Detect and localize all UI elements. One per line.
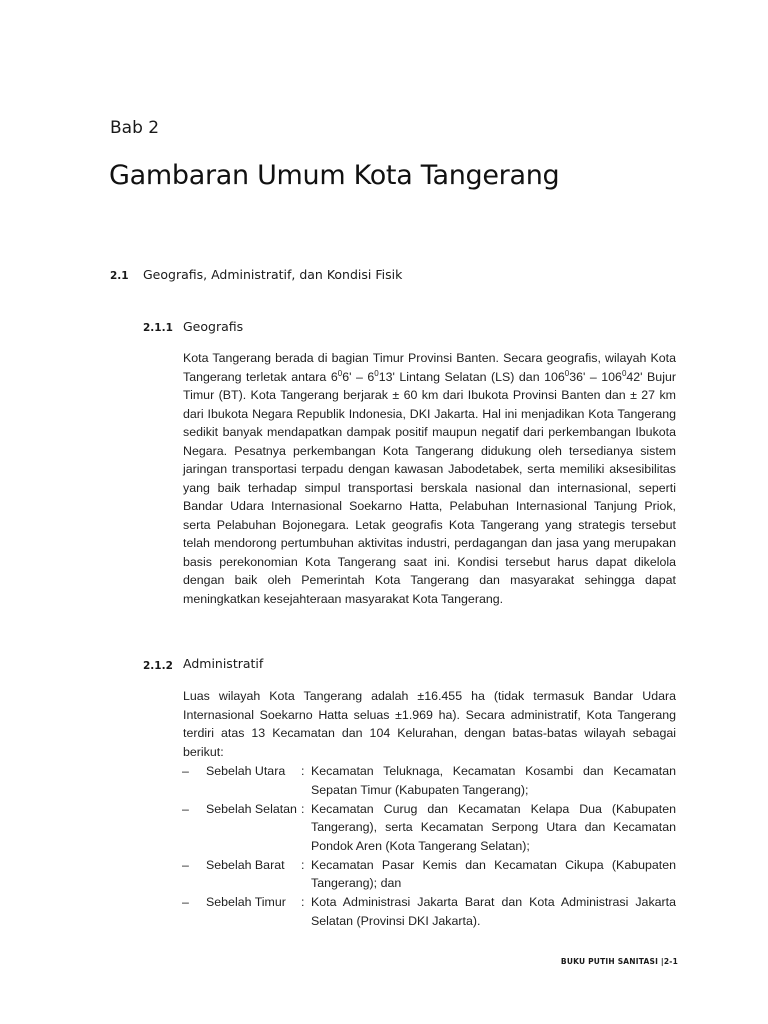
boundary-colon: : [301, 764, 305, 778]
degree-symbol: 0 [337, 368, 343, 378]
boundary-colon: : [301, 801, 305, 816]
dash-bullet: – [182, 764, 189, 778]
list-item [183, 893, 676, 930]
boundary-description: Kecamatan Curug dan Kecamatan Kelapa Dua (Kabupaten Tangerang), serta Kecamatan Serpong Utara dan Kecamatan Pondok Aren (Kota Tangerang Selatan); [311, 801, 676, 853]
boundary-list [183, 762, 676, 931]
boundary-direction: Sebelah Barat [206, 857, 285, 872]
list-item [183, 856, 676, 893]
geografis-paragraph [183, 349, 676, 608]
coordinate-value: 13' Lintang Selatan (LS) dan 106 [378, 369, 565, 384]
degree-symbol: 0 [621, 368, 627, 378]
subsection-number-administratif: 2.1.2 [143, 660, 173, 672]
dash-bullet: – [182, 895, 189, 909]
coordinate-value: 6 [330, 369, 338, 384]
degree-symbol: 0 [564, 368, 570, 378]
coordinate-value: 6' – 6 [342, 369, 375, 384]
coordinate-value: 36' – 106 [569, 369, 622, 384]
boundary-description: Kecamatan Teluknaga, Kecamatan Kosambi dan Kecamatan Sepatan Timur (Kabupaten Tangerang); [311, 764, 676, 797]
boundary-colon: : [301, 857, 305, 872]
boundary-direction: Sebelah Timur [206, 895, 286, 909]
list-item [183, 800, 676, 856]
subsection-title-administratif: Administratif [183, 656, 264, 671]
boundary-description: Kota Administrasi Jakarta Barat dan Kota Administrasi Jakarta Selatan (Provinsi DKI Jakarta). [311, 895, 676, 928]
dash-bullet: – [182, 857, 189, 872]
section-title: Geografis, Administratif, dan Kondisi Fisik [143, 267, 403, 282]
chapter-title: Gambaran Umum Kota Tangerang [109, 160, 560, 191]
geografis-text-end: 42' Bujur Timur (BT). Kota Tangerang berjarak ± 60 km dari Ibukota Provinsi Banten dan ± 27 km dari Ibukota Negara Republik Indonesia, DKI Jakarta. Hal ini menjadikan Kota Tangerang sedikit banyak mendapatkan dampak positif maupun negatif dari perkembangan Ibukota Negara. Pesatnya perkembangan Kota Tangerang didukung oleh tersedianya sistem jaringan transportasi terpadu dengan kawasan Jabodetabek, serta memiliki aksesibilitas yang baik terhadap simpul transportasi berskala nasional dan internasional, seperti Bandar Udara Internasional Soekarno Hatta, Pelabuhan Internasional Tanjung Priok, serta Pelabuhan Bojonegara. Letak geografis Kota Tangerang yang strategis tersebut telah mendorong pertumbuhan aktivitas industri, perdagangan dan jasa yang merupakan basis perekonomian Kota Tangerang saat ini. Kondisi tersebut harus dapat dikelola dengan baik oleh Pemerintah Kota Tangerang dan masyarakat sehingga dapat meningkatkan kesejahteraan masyarakat Kota Tangerang. [183, 369, 676, 606]
boundary-colon: : [301, 895, 305, 909]
dash-bullet: – [182, 801, 189, 816]
chapter-label: Bab 2 [110, 118, 160, 138]
administratif-paragraph: Luas wilayah Kota Tangerang adalah ±16.455 ha (tidak termasuk Bandar Udara Internasional Soekarno Hatta seluas ±1.969 ha). Secara administratif, Kota Tangerang terdiri atas 13 Kecamatan dan 104 Kelurahan, dengan batas-batas wilayah sebagai berikut: [183, 689, 676, 759]
boundary-description: Kecamatan Pasar Kemis dan Kecamatan Cikupa (Kabupaten Tangerang); dan [311, 857, 676, 890]
geografis-text-start: Kota Tangerang berada di bagian Timur Provinsi Banten. Secara geografis, wilayah Kota Tangerang terletak antara [183, 351, 676, 384]
page-footer: BUKU PUTIH SANITASI |2-1 [560, 957, 678, 966]
subsection-number-geografis: 2.1.1 [143, 322, 173, 334]
boundary-direction: Sebelah Selatan [206, 801, 297, 816]
subsection-title-geografis: Geografis [183, 319, 244, 334]
boundary-direction: Sebelah Utara [206, 764, 286, 778]
section-number: 2.1 [110, 270, 129, 282]
list-item [183, 762, 676, 799]
degree-symbol: 0 [374, 368, 379, 378]
